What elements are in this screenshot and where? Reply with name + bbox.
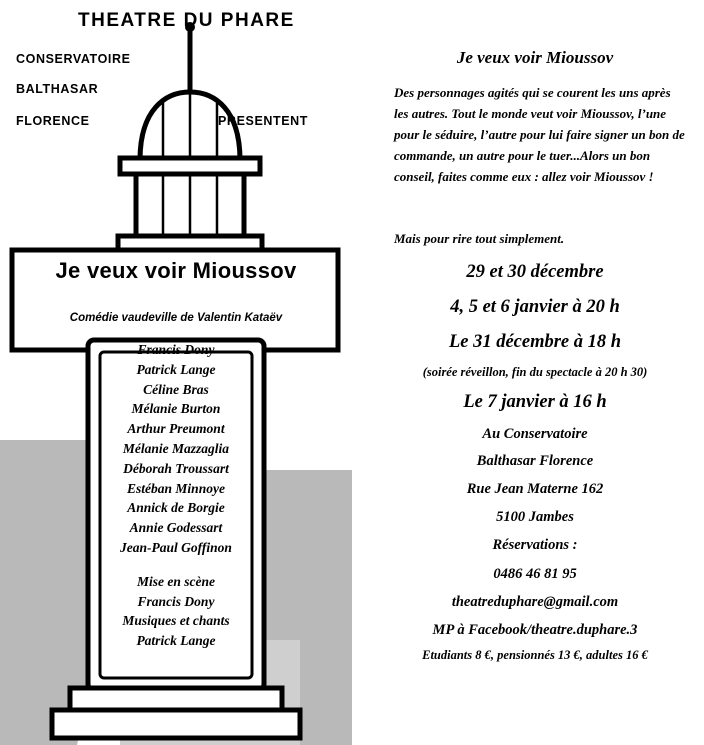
venue-line-1: Au Conservatoire (482, 426, 588, 442)
cast-member: Céline Bras (143, 381, 209, 397)
cast-member: Patrick Lange (136, 361, 216, 377)
credit-line: Patrick Lange (136, 633, 216, 649)
date-line-4: Le 7 janvier à 16 h (463, 392, 607, 412)
flyer-play-subtitle: Comédie vaudeville de Valentin Kataëv (69, 312, 283, 324)
presenter-line-1: CONSERVATOIRE (16, 52, 131, 66)
cast-member: Estéban Minnoye (127, 480, 225, 496)
reservations-phone[interactable]: 0486 46 81 95 (493, 566, 577, 582)
presenter-line-3: FLORENCE (16, 114, 90, 128)
info-panel (366, 0, 704, 745)
prices-line: Etudiants 8 €, pensionnés 13 €, adultes 16 € (422, 648, 648, 662)
cast-member: Mélanie Mazzaglia (122, 440, 230, 456)
presenter-line-2: BALTHASAR (16, 82, 99, 96)
cast-list (88, 340, 264, 651)
cast-spacer (88, 558, 264, 572)
cast-member: Annick de Borgie (127, 500, 225, 516)
venue-address: Rue Jean Materne 162 (466, 481, 604, 497)
reservations-email[interactable]: theatreduphare@gmail.com (451, 594, 619, 610)
date-line-1: 29 et 30 décembre (466, 262, 604, 282)
date-note: (soirée réveillon, fin du spectacle à 20 h 30) (422, 365, 648, 379)
cast-member: Arthur Preumont (127, 421, 225, 437)
flyer-play-title: Je veux voir Mioussov (55, 258, 297, 283)
date-line-2: 4, 5 et 6 janvier à 20 h (450, 297, 620, 317)
cast-member: Annie Godessart (129, 520, 223, 536)
cast-member: Déborah Troussart (123, 460, 229, 476)
info-synopsis-second: Mais pour rire tout simplement. (394, 231, 565, 246)
cast-member: Jean-Paul Goffinon (120, 539, 232, 555)
date-line-3: Le 31 décembre à 18 h (448, 332, 622, 352)
credit-line: Francis Dony (137, 593, 215, 609)
info-title: Je veux voir Mioussov (456, 48, 614, 67)
facebook-link[interactable]: MP à Facebook/theatre.duphare.3 (432, 622, 638, 638)
cast-member: Francis Dony (137, 342, 215, 357)
cast-member: Mélanie Burton (131, 401, 221, 417)
venue-line-2: Balthasar Florence (476, 453, 594, 469)
theatre-name: THEATRE DU PHARE (78, 10, 295, 31)
info-synopsis: Des personnages agités qui se courent les uns après les autres. Tout le monde veut voir Mioussov, l’une pour le séduire, l’autre pour lui faire signer un bon de commande, un autre pour le tuer...Alors un bon conseil, faites comme eux : allez voir Mioussov ! (394, 85, 685, 184)
venue-city: 5100 Jambes (496, 509, 574, 525)
presentent-word: PRESENTENT (218, 114, 309, 128)
reservations-label: Réservations : (492, 537, 578, 553)
credit-line: Mise en scène (137, 573, 215, 589)
credit-line: Musiques et chants (122, 613, 230, 629)
